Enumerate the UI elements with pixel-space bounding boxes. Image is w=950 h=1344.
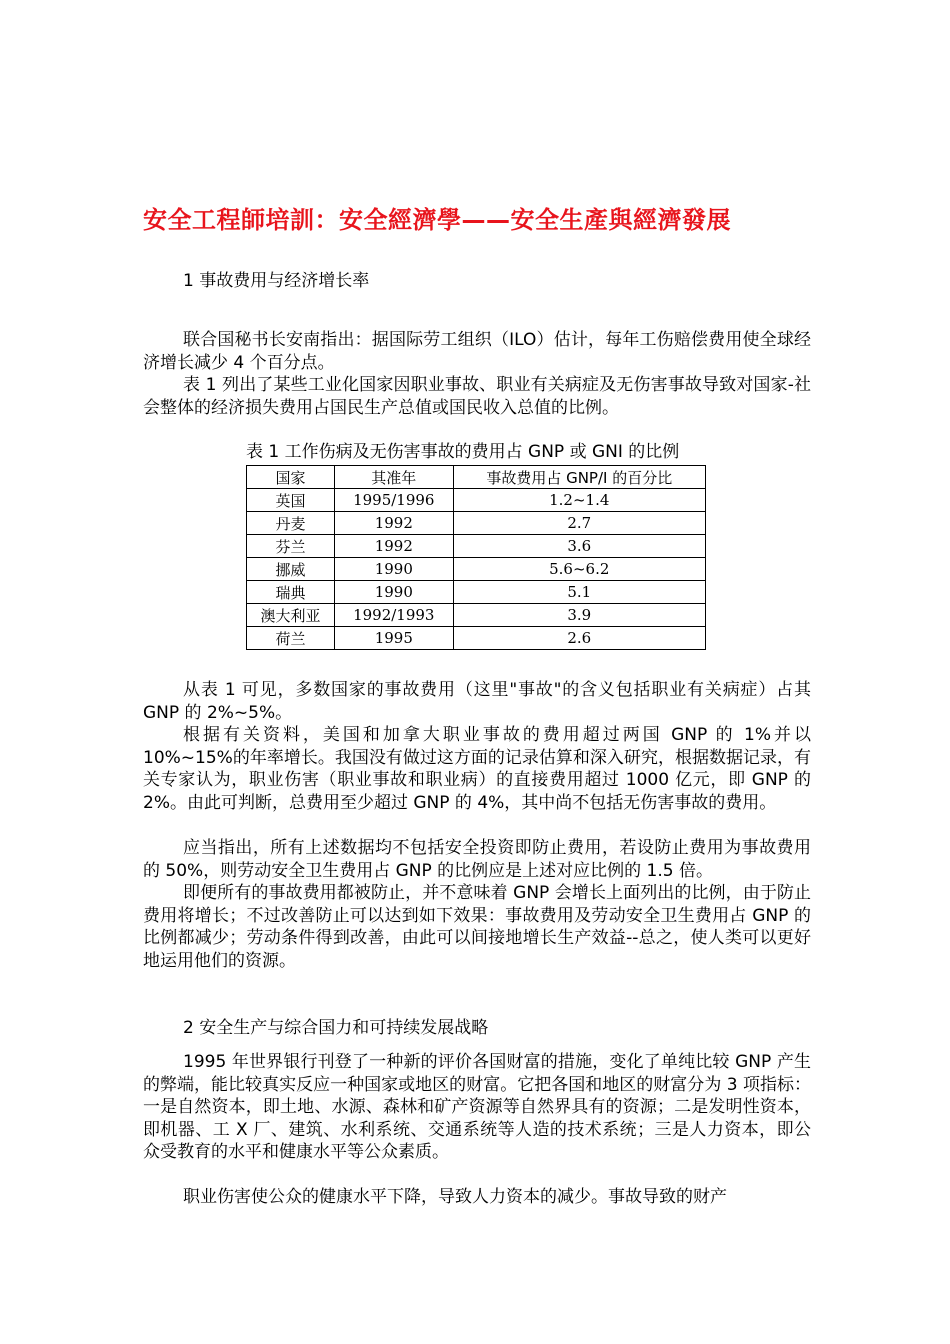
cell-year: 1992 xyxy=(335,535,454,558)
cell-percentage: 2.6 xyxy=(453,627,705,650)
table-caption: 表 1 工作伤病及无伤害事故的费用占 GNP 或 GNI 的比例 xyxy=(246,442,680,462)
cell-country: 丹麦 xyxy=(247,512,335,535)
table-row xyxy=(247,558,706,581)
paragraph: 职业伤害使公众的健康水平下降，导致人力资本的减少。事故导致的财产 xyxy=(183,1187,727,1207)
cell-percentage: 2.7 xyxy=(453,512,705,535)
cell-year: 1992 xyxy=(335,512,454,535)
cell-country: 英国 xyxy=(247,489,335,512)
cell-year: 1995 xyxy=(335,627,454,650)
section-2-heading: 2 安全生产与综合国力和可持续发展战略 xyxy=(183,1018,489,1038)
cell-percentage: 1.2~1.4 xyxy=(453,489,705,512)
cell-year: 1992/1993 xyxy=(335,604,454,627)
table-row xyxy=(247,512,706,535)
paragraph: 应当指出，所有上述数据均不包括安全投资即防止费用，若设防止费用为事故费用的 50%，则劳动安全卫生费用占 GNP 的比例应是上述对应比例的 1.5 倍。 xyxy=(143,838,811,881)
column-header-percentage: 事故费用占 GNP/I 的百分比 xyxy=(453,466,705,489)
paragraph: 即便所有的事故费用都被防止，并不意味着 GNP 会增长上面列出的比例，由于防止费用将增长；不过改善防止可以达到如下效果：事故费用及劳动安全卫生费用占 GNP 的比例都减少；劳动条件得到改善，由此可以间接地增长生产效益--总之，使人类可以更好地运用他们的资源。 xyxy=(143,883,811,971)
paragraph: 1995 年世界银行刊登了一种新的评价各国财富的措施，变化了单纯比较 GNP 产生的弊端，能比较真实反应一种国家或地区的财富。它把各国和地区的财富分为 3 项指标：一是自然资本，即土地、水源、森林和矿产资源等自然界具有的资源；二是发明性资本，即机器、工 X 厂、建筑、水利系统、交通系统等人造的技术系统；三是人力资本，即公众受教育的水平和健康水平等公众素质。 xyxy=(143,1052,811,1162)
table-row xyxy=(247,627,706,650)
section-1-heading: 1 事故费用与经济增长率 xyxy=(183,271,370,291)
cell-country: 挪威 xyxy=(247,558,335,581)
cell-percentage: 3.6 xyxy=(453,535,705,558)
cell-year: 1990 xyxy=(335,581,454,604)
table-row xyxy=(247,535,706,558)
table-header-row xyxy=(247,466,706,489)
table-row xyxy=(247,489,706,512)
paragraph: 从表 1 可见，多数国家的事故费用（这里"事故"的含义包括职业有关病症）占其 GNP 的 2%~5%。 xyxy=(143,680,811,723)
paragraph: 根据有关资料，美国和加拿大职业事故的费用超过两国 GNP 的 1%并以 10%~15%的年率增长。我国没有做过这方面的记录估算和深入研究，根据数据记录，有关专家认为，职业伤害（职业事故和职业病）的直接费用超过 1000 亿元，即 GNP 的 2%。由此可判断，总费用至少超过 GNP 的 4%，其中尚不包括无伤害事故的费用。 xyxy=(143,725,811,813)
paragraph: 联合国秘书长安南指出：据国际劳工组织（ILO）估计，每年工伤赔偿费用使全球经济增长减少 4 个百分点。 xyxy=(143,330,811,373)
cost-ratio-table xyxy=(246,465,706,650)
cell-country: 芬兰 xyxy=(247,535,335,558)
cell-year: 1995/1996 xyxy=(335,489,454,512)
paragraph: 表 1 列出了某些工业化国家因职业事故、职业有关病症及无伤害事故导致对国家-社会整体的经济损失费用占国民生产总值或国民收入总值的比例。 xyxy=(143,375,811,418)
cell-country: 荷兰 xyxy=(247,627,335,650)
table-row xyxy=(247,581,706,604)
column-header-base-year: 其准年 xyxy=(335,466,454,489)
document-title: 安全工程師培訓：安全經濟學——安全生產與經濟發展 xyxy=(143,206,731,234)
cell-percentage: 3.9 xyxy=(453,604,705,627)
cell-country: 瑞典 xyxy=(247,581,335,604)
cell-percentage: 5.1 xyxy=(453,581,705,604)
cell-year: 1990 xyxy=(335,558,454,581)
table-row xyxy=(247,604,706,627)
column-header-country: 国家 xyxy=(247,466,335,489)
cell-country: 澳大利亚 xyxy=(247,604,335,627)
cell-percentage: 5.6~6.2 xyxy=(453,558,705,581)
